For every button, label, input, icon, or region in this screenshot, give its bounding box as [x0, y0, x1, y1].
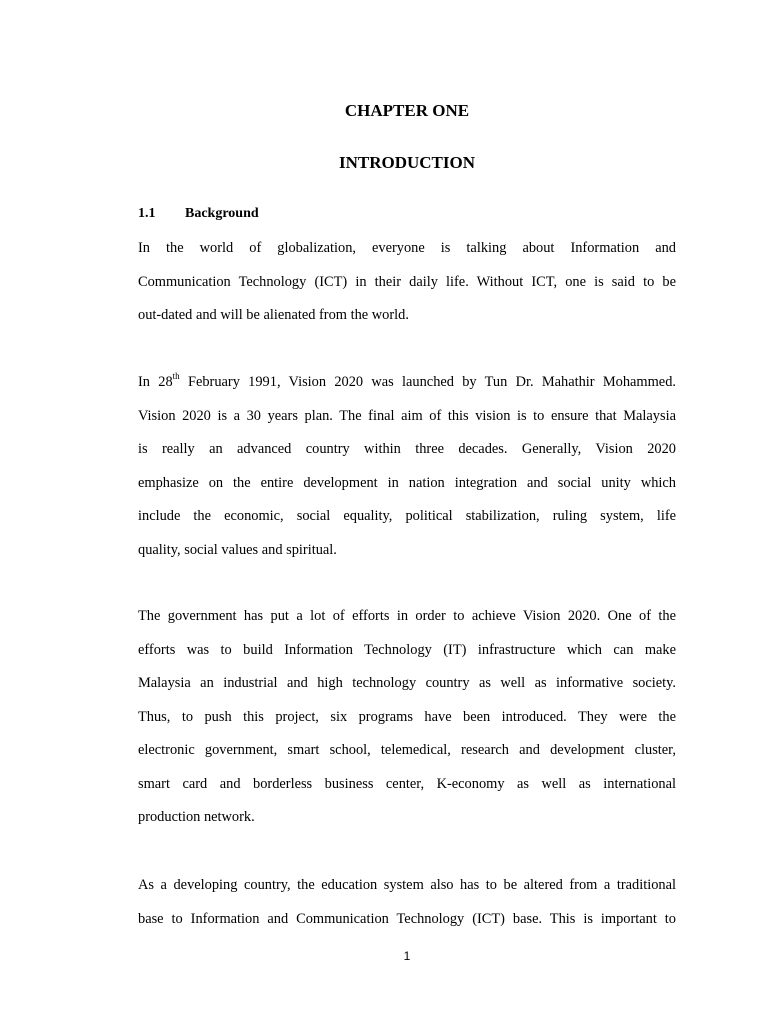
paragraph-line: As a developing country, the education system also has to be altered from a traditional: [138, 877, 676, 893]
paragraph: [138, 366, 676, 567]
paragraph-line: [138, 366, 676, 400]
chapter-subtitle: INTRODUCTION: [338, 153, 476, 172]
paragraph-line: is really an advanced country within three decades. Generally, Vision 2020: [138, 441, 676, 457]
paragraph-line: efforts was to build Information Technology (IT) infrastructure which can make: [138, 641, 676, 658]
paragraph-line: emphasize on the entire development in nation integration and social unity which: [138, 474, 676, 491]
paragraph-line: production network.: [138, 809, 255, 825]
ordinal-superscript: th: [172, 371, 180, 381]
section-number: 1.1: [138, 206, 156, 221]
paragraph-line: out-dated and will be alienated from the world.: [138, 307, 409, 323]
section-heading: [138, 205, 259, 223]
paragraph: [138, 232, 676, 333]
section-title: Background: [185, 206, 259, 221]
date-prefix: In 28: [138, 374, 173, 390]
paragraph-line: Malaysia an industrial and high technology country as well as informative society.: [138, 675, 676, 691]
paragraph-line: quality, social values and spiritual.: [138, 541, 337, 558]
chapter-title: CHAPTER ONE: [344, 101, 470, 120]
paragraph-line: Thus, to push this project, six programs have been introduced. They were the: [138, 708, 676, 725]
paragraph-line: The government has put a lot of efforts in order to achieve Vision 2020. One of the: [138, 608, 676, 624]
paragraph-line: Vision 2020 is a 30 years plan. The final aim of this vision is to ensure that Malaysia: [138, 407, 676, 424]
paragraph-line: In the world of globalization, everyone is talking about Information and: [138, 240, 676, 256]
page-number: 1: [403, 949, 411, 963]
paragraph-line: smart card and borderless business center, K-economy as well as international: [138, 775, 676, 792]
paragraph: [138, 600, 676, 835]
paragraph-line: Communication Technology (ICT) in their daily life. Without ICT, one is said to be: [138, 273, 676, 290]
date-suffix: February 1991, Vision 2020 was launched by Tun Dr. Mahathir Mohammed.: [179, 374, 676, 390]
paragraph: [138, 869, 676, 936]
paragraph-line: electronic government, smart school, telemedical, research and development cluster,: [138, 742, 676, 758]
paragraph-line: base to Information and Communication Technology (ICT) base. This is important to: [138, 910, 676, 927]
paragraph-line: include the economic, social equality, political stabilization, ruling system, life: [138, 508, 676, 524]
